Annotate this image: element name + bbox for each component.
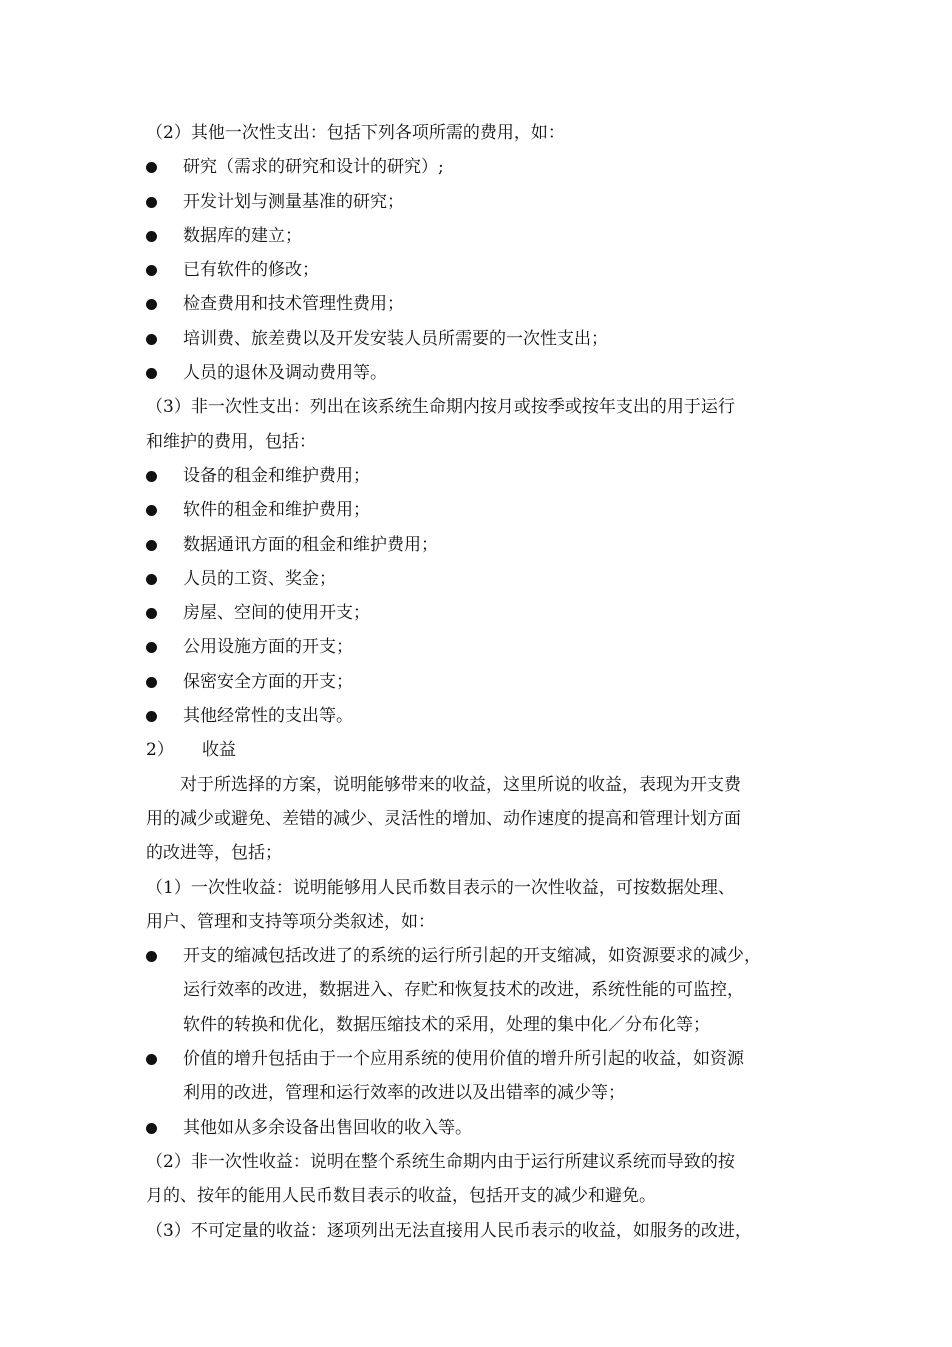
- section-recurring-income: （2）非一次性收益：说明在整个系统生命期内由于运行所建议系统而导致的按: [146, 1151, 735, 1172]
- bullet-icon: [146, 574, 157, 585]
- section-recurring-income-cont: 月的、按年的能用人民币数目表示的收益，包括开支的减少和避免。: [146, 1186, 656, 1207]
- list-item: 设备的租金和维护费用；: [146, 459, 810, 493]
- bullet-icon: [146, 334, 157, 345]
- list-item: 房屋、空间的使用开支；: [146, 596, 810, 630]
- paragraph-line: 的改进等，包括；: [146, 843, 282, 864]
- bullet-icon: [146, 1054, 157, 1065]
- bullet-icon: [146, 1123, 157, 1134]
- bullet-icon: [146, 471, 157, 482]
- list-item: 保密安全方面的开支；: [146, 665, 810, 699]
- bullet-icon: [146, 540, 157, 551]
- list-item: 软件的租金和维护费用；: [146, 493, 810, 527]
- section-one-time-income: （1）一次性收益：说明能够用人民币数目表示的一次性收益，可按数据处理、: [146, 877, 735, 898]
- section-recurring-expense-cont: 和维护的费用，包括：: [146, 431, 316, 452]
- section-other-one-time-expense: （2）其他一次性支出：包括下列各项所需的费用，如：: [146, 123, 565, 143]
- bullet-icon: [146, 197, 157, 208]
- list-item: 开发计划与测量基准的研究；: [146, 185, 810, 219]
- list-item: 其他如从多余设备出售回收的收入等。: [146, 1111, 810, 1145]
- list-item: 培训费、旅差费以及开发安装人员所需要的一次性支出；: [146, 322, 810, 356]
- bullet-icon: [146, 231, 157, 242]
- list-item: 数据库的建立；: [146, 219, 810, 253]
- list-item: 人员的工资、奖金；: [146, 562, 810, 596]
- bullet-icon: [146, 711, 157, 722]
- section-intangible-income: （3）不可定量的收益：逐项列出无法直接用人民币表示的收益，如服务的改进，: [146, 1220, 752, 1241]
- section-recurring-expense: （3）非一次性支出：列出在该系统生命期内按月或按季或按年支出的用于运行: [146, 397, 735, 418]
- list-item-continuation: 运行效率的改进，数据进入、存贮和恢复技术的改进，系统性能的可监控，: [183, 980, 744, 1001]
- list-item: 其他经常性的支出等。: [146, 699, 810, 733]
- document-body: [146, 116, 810, 1248]
- heading-text: 收益: [202, 740, 236, 761]
- section-one-time-income-cont: 用户、管理和支持等项分类叙述，如：: [146, 911, 435, 932]
- list-item-continuation: 利用的改进，管理和运行效率的改进以及出错率的减少等；: [183, 1083, 625, 1104]
- list-item: 研究（需求的研究和设计的研究）;: [146, 150, 810, 184]
- list-item: 检查费用和技术管理性费用；: [146, 287, 810, 321]
- list-item: 已有软件的修改；: [146, 253, 810, 287]
- bullet-icon: [146, 677, 157, 688]
- heading-number: 2）: [146, 740, 174, 761]
- list-item: 公用设施方面的开支；: [146, 630, 810, 664]
- paragraph-line: 对于所选择的方案，说明能够带来的收益，这里所说的收益，表现为开支费: [180, 774, 741, 795]
- list-item: 价值的增升包括由于一个应用系统的使用价值的增升所引起的收益，如资源: [146, 1042, 810, 1076]
- list-item: 开支的缩减包括改进了的系统的运行所引起的开支缩减，如资源要求的减少，: [146, 939, 810, 973]
- paragraph-line: 用的减少或避免、差错的减少、灵活性的增加、动作速度的提高和管理计划方面: [146, 808, 741, 829]
- list-item: 数据通讯方面的租金和维护费用；: [146, 528, 810, 562]
- list-item: 人员的退休及调动费用等。: [146, 356, 810, 390]
- list-item-continuation: 软件的转换和优化，数据压缩技术的采用，处理的集中化／分布化等；: [183, 1014, 710, 1035]
- bullet-icon: [146, 368, 157, 379]
- section-heading-income: [146, 733, 810, 767]
